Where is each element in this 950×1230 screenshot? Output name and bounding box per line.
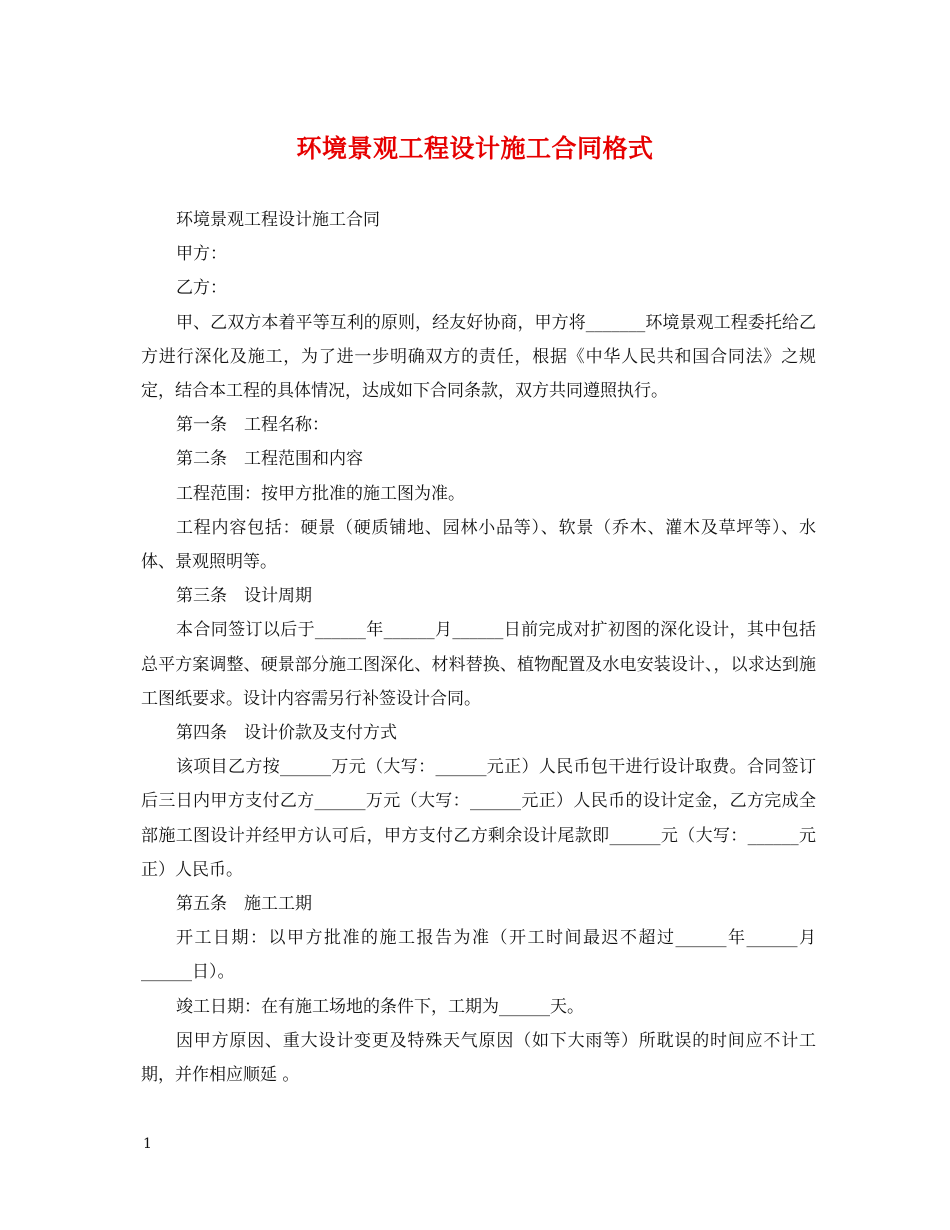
article-3-heading: 第三条 设计周期 — [176, 586, 312, 607]
scope-paragraph: 工程范围：按甲方批准的施工图为准。 — [176, 483, 465, 504]
completion-date-paragraph: 竣工日期：在有施工场地的条件下，工期为______天。 — [176, 996, 584, 1017]
document-title: 环境景观工程设计施工合同格式 — [296, 134, 654, 163]
article-4-heading: 第四条 设计价款及支付方式 — [176, 723, 397, 744]
preamble-paragraph: 甲、乙双方本着平等互利的原则，经友好协商，甲方将_______环境景观工程委托给乙方进行深化及施工，为了进一步明确双方的责任，根据《中华人民共和国合同法》之规定，结合本工程的具体情况，达成如下合同条款，双方共同遵照执行。 — [141, 312, 816, 402]
content-paragraph: 工程内容包括：硬景（硬质铺地、园林小品等）、软景（乔木、灌木及草坪等）、水体、景观照明等。 — [141, 517, 816, 573]
article-1-heading: 第一条 工程名称： — [176, 415, 329, 436]
start-date-paragraph: 开工日期：以甲方批准的施工报告为准（开工时间最迟不超过______年______月______日）。 — [141, 928, 816, 983]
contract-heading: 环境景观工程设计施工合同 — [176, 210, 380, 230]
party-a-line: 甲方： — [176, 244, 227, 265]
article-2-heading: 第二条 工程范围和内容 — [176, 449, 363, 470]
design-period-paragraph: 本合同签订以后于______年______月______日前完成对扩初图的深化设计，其中包括总平方案调整、硬景部分施工图深化、材料替换、植物配置及水电安装设计、，以求达到施工图纸要求。设计内容需另行补签设计合同。 — [141, 620, 816, 709]
article-5-heading: 第五条 施工工期 — [176, 894, 312, 915]
party-b-line: 乙方： — [176, 278, 227, 299]
page-number: 1 — [143, 1136, 152, 1152]
delay-paragraph: 因甲方原因、重大设计变更及特殊天气原因（如下大雨等）所耽误的时间应不计工期，并作相应顺延 。 — [141, 1030, 816, 1086]
document-body — [141, 203, 816, 1092]
payment-paragraph: 该项目乙方按______万元（大写：______元正）人民币包干进行设计取费。合同签订后三日内甲方支付乙方______万元（大写：______元正）人民币的设计定金，乙方完成全部施工图设计并经甲方认可后，甲方支付乙方剩余设计尾款即______元（大写：______元正）人民币。 — [141, 757, 816, 880]
